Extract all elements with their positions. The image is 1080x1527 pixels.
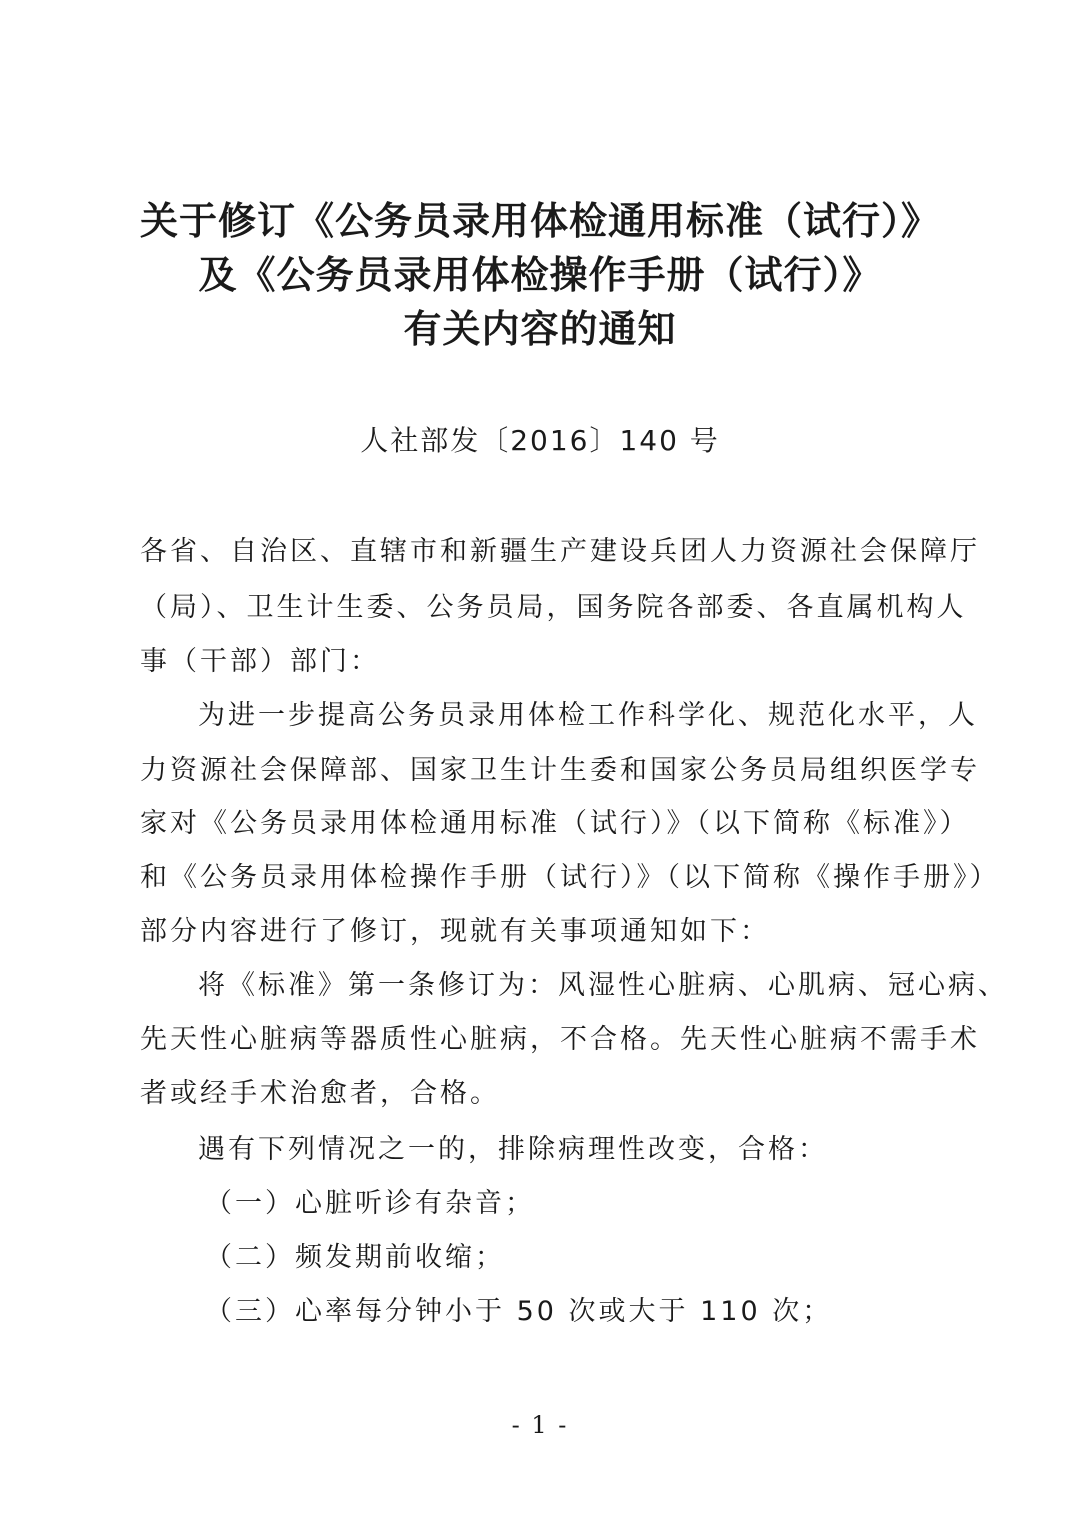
amendment-line-3: 者或经手术治愈者，合格。: [140, 1078, 500, 1109]
addressee-line-2: （局）、卫生计生委、公务员局，国务院各部委、各直属机构人: [140, 592, 967, 623]
page-number: - 1 -: [511, 1411, 569, 1439]
amendment-line-1: 将《标准》第一条修订为：风湿性心脏病、心肌病、冠心病、: [198, 970, 1008, 1001]
intro-line-5: 部分内容进行了修订，现就有关事项通知如下：: [140, 916, 770, 947]
document-title-line-2: 及《公务员录用体检操作手册（试行）》: [198, 252, 882, 297]
intro-line-2: 力资源社会保障部、国家卫生计生委和国家公务员局组织医学专: [140, 755, 980, 786]
document-number: 人社部发〔2016〕140 号: [360, 424, 720, 457]
document-title-line-1: 关于修订《公务员录用体检通用标准（试行）》: [139, 198, 940, 243]
condition-item-1: （一）心脏听诊有杂音；: [205, 1188, 535, 1219]
amendment-line-2: 先天性心脏病等器质性心脏病，不合格。先天性心脏病不需手术: [140, 1024, 980, 1055]
intro-line-3: 家对《公务员录用体检通用标准（试行）》（以下简称《标准》）: [140, 808, 970, 839]
document-title-line-3: 有关内容的通知: [403, 306, 677, 351]
intro-line-4: 和《公务员录用体检操作手册（试行）》（以下简称《操作手册》）: [140, 862, 1000, 893]
condition-intro: 遇有下列情况之一的，排除病理性改变，合格：: [198, 1134, 828, 1165]
condition-item-3: （三）心率每分钟小于 50 次或大于 110 次；: [205, 1296, 833, 1327]
addressee-line-3: 事（干部）部门：: [140, 646, 380, 677]
addressee-line-1: 各省、自治区、直辖市和新疆生产建设兵团人力资源社会保障厅: [140, 536, 980, 567]
condition-item-2: （二）频发期前收缩；: [205, 1242, 505, 1273]
intro-line-1: 为进一步提高公务员录用体检工作科学化、规范化水平，人: [198, 700, 978, 731]
